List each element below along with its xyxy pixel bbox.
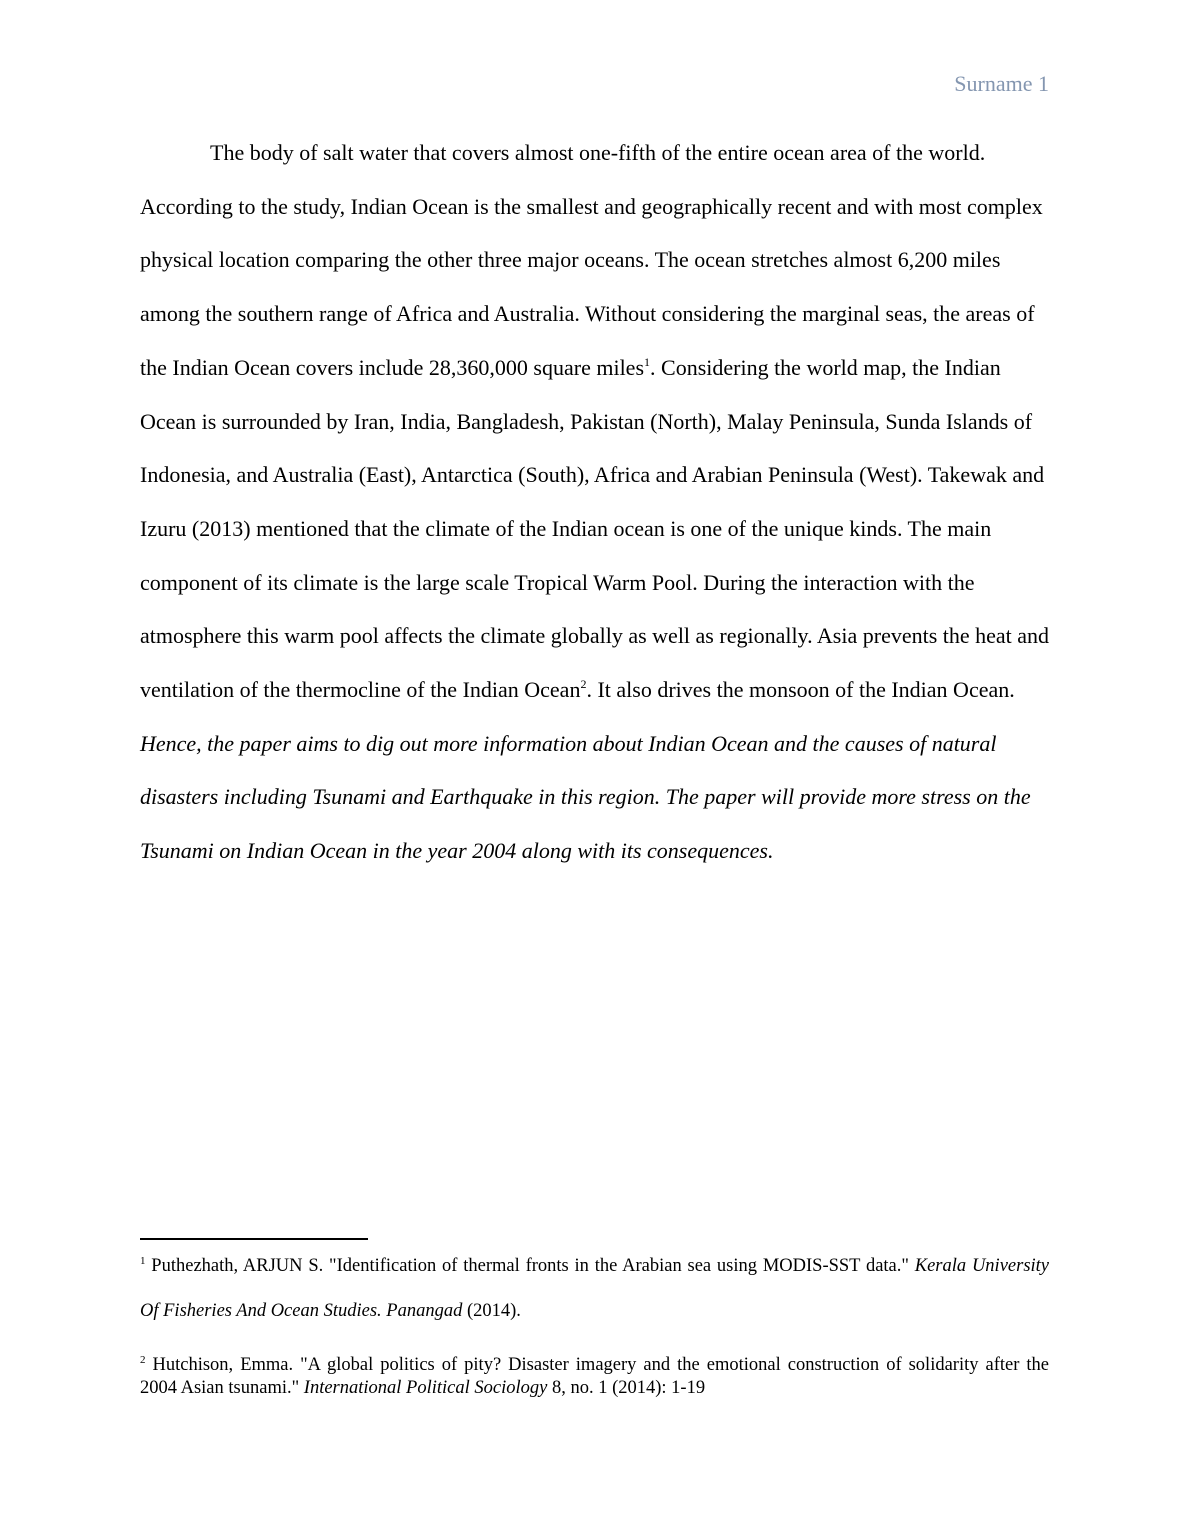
- footnote-1-tail: (2014).: [462, 1301, 521, 1321]
- body-text-part-2: . Considering the world map, the Indian Ocean is surrounded by Iran, India, Bangladesh, Pakistan (North), Malay Peninsula, Sunda Islands of Indonesia, and Australia (East), Antarctica (South), Africa and Arabian Peninsula (West). Takewak and Izuru (2013) mentioned that the climate of the Indian ocean is one of the unique kinds. The main component of its climate is the large scale Tropical Warm Pool. During the interaction with the atmosphere this warm pool affects the climate globally as well as regionally. Asia prevents the heat and ventilation of the thermocline of the Indian Ocean: [140, 354, 1050, 703]
- footnote-2-tail: 8, no. 1 (2014): 1-19: [547, 1378, 706, 1398]
- body-text-part-3: . It also drives the monsoon of the Indian Ocean.: [586, 677, 1015, 703]
- body-paragraph: [140, 126, 1050, 878]
- body-text-part-1: The body of salt water that covers almost one-fifth of the entire ocean area of the world. According to the study, Indian Ocean is the smallest and geographically recent and with most complex physical location comparing the other three major oceans. The ocean stretches almost 6,200 miles among the southern range of Africa and Australia. Without considering the marginal seas, the areas of the Indian Ocean covers include 28,360,000 square miles: [140, 140, 1043, 380]
- footnote-1-text: Puthezhath, ARJUN S. "Identification of thermal fronts in the Arabian sea using MODIS-SST data.": [145, 1256, 915, 1276]
- body-text-thesis: Hence, the paper aims to dig out more information about Indian Ocean and the causes of natural disasters including Tsunami and Earthquake in this region. The paper will provide more stress on the Tsunami on Indian Ocean in the year 2004 along with its consequences.: [140, 730, 1031, 864]
- footnote-2-text: Hutchison, Emma. "A global politics of pity? Disaster imagery and the emotional construction of solidarity after the 2004 Asian tsunami.": [140, 1355, 1049, 1398]
- footnote-ref-1[interactable]: 1: [644, 354, 651, 369]
- footnote-1: [140, 1244, 1049, 1334]
- footnote-2: [140, 1354, 1049, 1400]
- footnote-2-number: 2: [140, 1354, 146, 1366]
- footnote-1-source: Kerala University Of Fisheries And Ocean Studies. Panangad: [140, 1256, 1050, 1321]
- footnote-2-source: International Political Sociology: [303, 1378, 548, 1398]
- footnote-ref-2[interactable]: 2: [580, 677, 587, 692]
- footnote-separator: [140, 1238, 368, 1240]
- footnote-1-number: 1: [140, 1255, 146, 1267]
- running-head: Surname 1: [954, 71, 1049, 96]
